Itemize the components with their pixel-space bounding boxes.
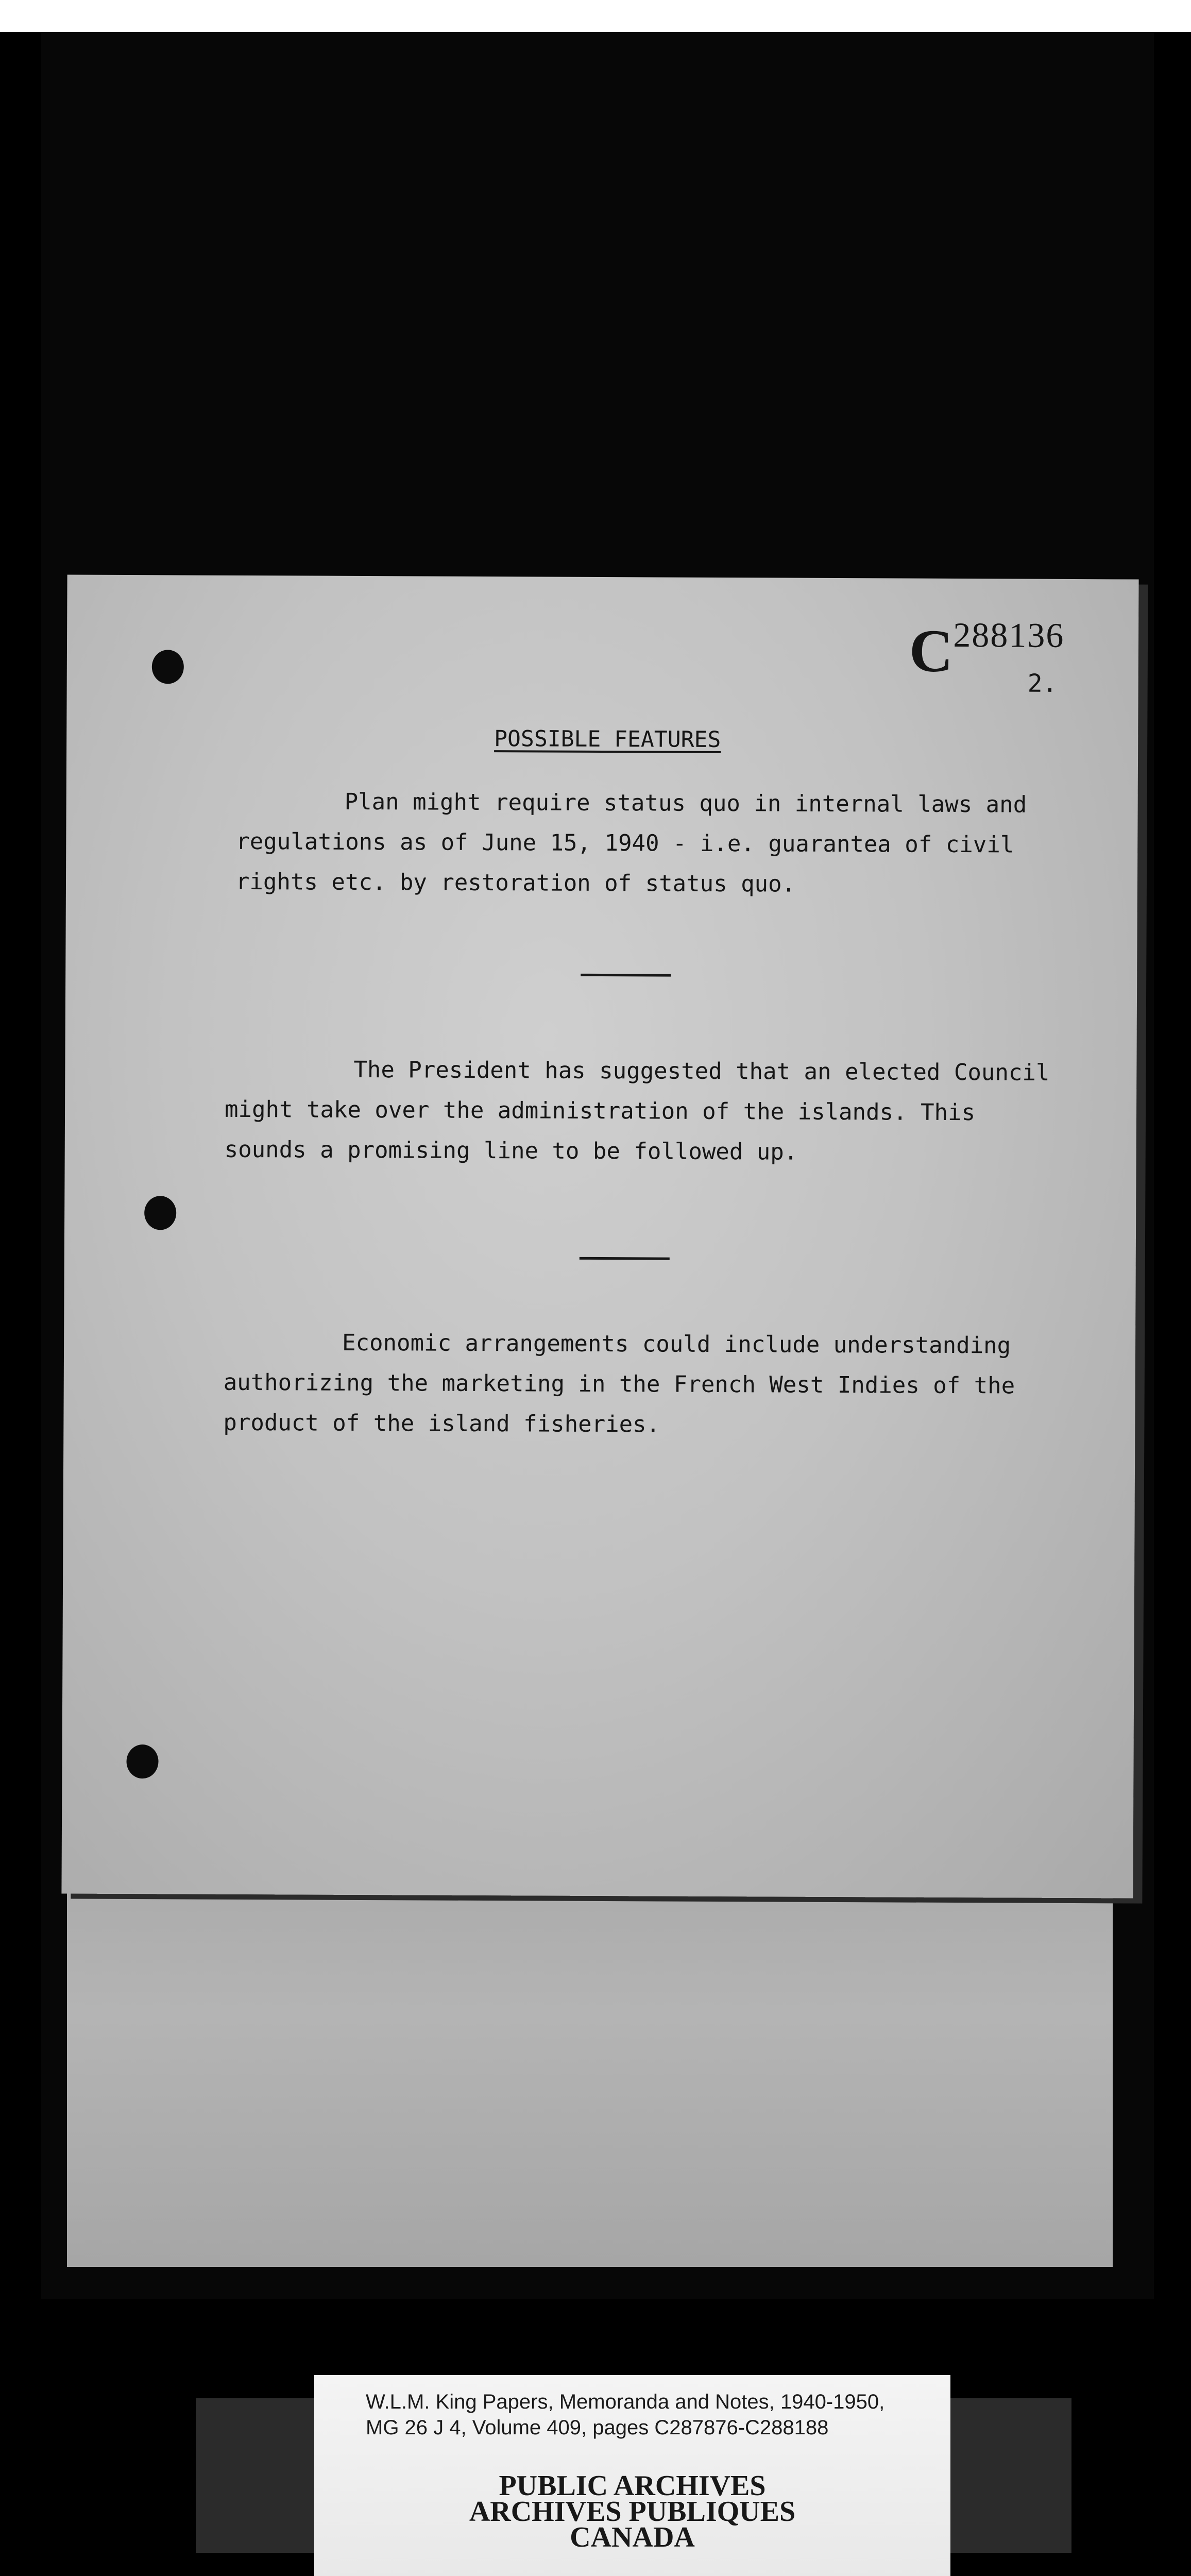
punch-hole-icon [152,650,184,684]
archive-label [314,2375,950,2576]
punch-hole-icon [144,1196,176,1230]
archive-stamp-line1: PUBLIC ARCHIVES [499,2470,766,2502]
document-page [61,574,1138,1898]
archive-citation-line2: MG 26 J 4, Volume 409, pages C287876-C288188 [366,2416,829,2439]
archive-citation-line1: W.L.M. King Papers, Memoranda and Notes, 1940-1950, [366,2391,885,2413]
paragraph-line: might take over the administration of the islands. This [224,1096,976,1126]
archive-number-prefix: C [909,617,954,685]
paragraph-line: Plan might require status quo in internal laws and [344,788,1027,818]
page-number: 2. [1027,669,1058,698]
punch-hole-icon [126,1744,158,1778]
paragraph-line: Economic arrangements could include understanding [342,1329,1011,1359]
section-divider [581,974,671,977]
paragraph-line: product of the island fisheries. [223,1409,660,1438]
paragraph-line: rights etc. by restoration of status quo. [235,868,796,897]
paragraph-line: The President has suggested that an elected Council [353,1056,1050,1086]
paragraph-status-quo [236,782,1027,906]
paragraph-economic-arrangements [223,1323,1015,1447]
archive-stamp-line3: CANADA [570,2521,695,2553]
top-margin [0,0,1191,32]
paragraph-line: authorizing the marketing in the French West Indies of the [223,1369,1015,1399]
underlying-sheet [67,1844,1113,2267]
archive-stamp-line2: ARCHIVES PUBLIQUES [469,2496,796,2528]
archive-number-digits: 288136 [953,615,1065,655]
paragraph-elected-council [225,1049,1050,1174]
paragraph-line: sounds a promising line to be followed up. [224,1136,798,1165]
section-divider [580,1257,670,1260]
section-heading: POSSIBLE FEATURES [494,726,721,753]
paragraph-line: regulations as of June 15, 1940 - i.e. guarantea of civil [236,828,1014,858]
